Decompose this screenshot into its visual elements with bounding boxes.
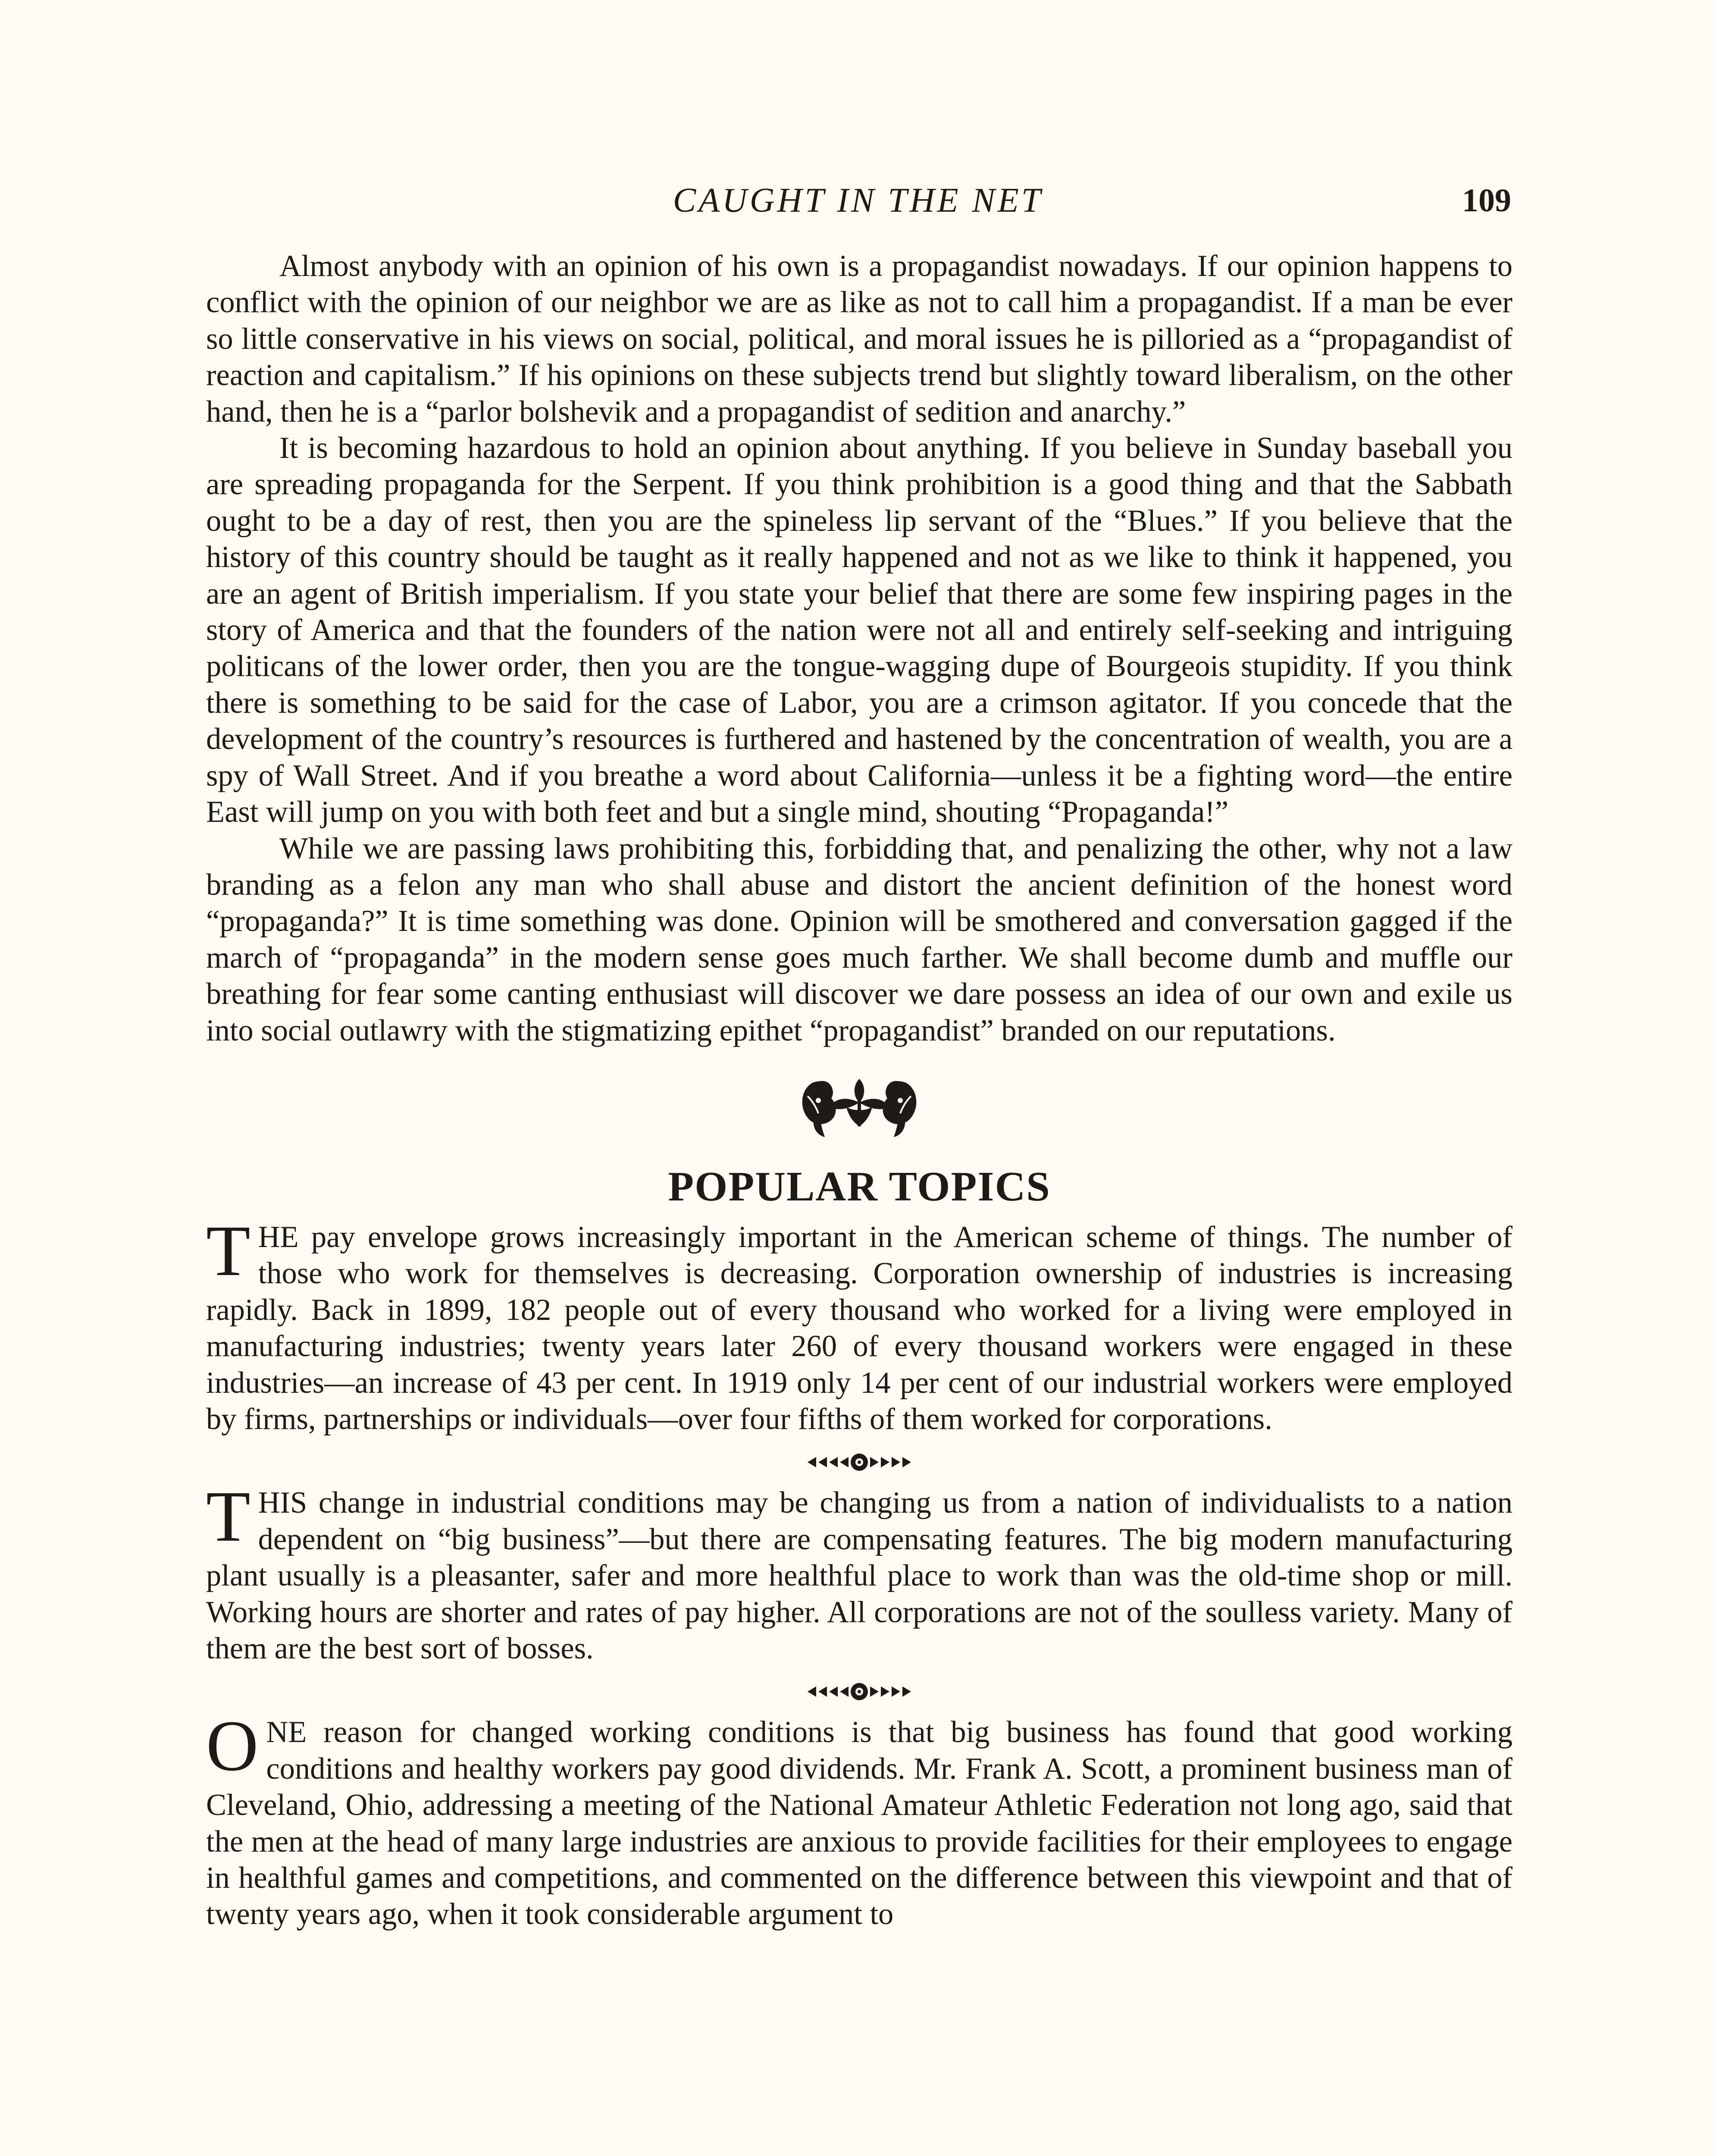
running-title: CAUGHT IN THE NET	[673, 182, 1043, 219]
ornamental-divider-icon	[803, 1679, 915, 1705]
topic-paragraph-3	[206, 1706, 1512, 1932]
article-paragraph-3: While we are passing laws prohibiting this, forbidding that, and penalizing the other, why not a law branding as a felon any man who shall abuse and distort the ancient definition of the honest word “propaganda?” It is time something was done. Opinion will be smothered and conversation gagged if the march of “propaganda” in the modern sense goes much farther. We shall become dumb and muffle our breathing for fear some canting enthusiast will discover we dare possess an idea of our own and exile us into social outlawry with the stigmatizing epithet “propagandist” branded on our reputations.	[206, 831, 1512, 1047]
topic-text: NE reason for changed working conditions is that big business has found that good working conditions and healthy workers pay good dividends. Mr. Frank A. Scott, a prominent business man of Cleveland, Ohio, addressing a meeting of the National Amateur Athletic Federation not long ago, said that the men at the head of many large industries are anxious to provide facilities for their employees to engage in healthful games and competitions, and commented on the difference between this viewpoint and that of twenty years ago, when it took considerable argument to	[206, 1715, 1512, 1931]
section-title: POPULAR TOPICS	[668, 1163, 1051, 1210]
running-head	[205, 177, 1511, 224]
topic-text: HIS change in industrial conditions may be changing us from a nation of individualists to a nation dependent on “big business”—but there are compensating features. The big modern manufacturing plant usually is a pleasanter, safer and more healthful place to work than was the old-time shop or mill. Working hours are shorter and rates of pay higher. All corporations are not of the soulless variety. Many of them are the best sort of bosses.	[206, 1486, 1512, 1665]
topic-text: HE pay envelope grows increasingly important in the American scheme of things. The number of those who work for themselves is decreasing. Corporation ownership of industries is increasing rapidly. Back in 1899, 182 people out of every thousand who worked for a living were employed in manufacturing industries; twenty years later 260 of every thousand workers were engaged in these industries—an increase of 43 per cent. In 1919 only 14 per cent of our industrial workers were employed by firms, partnerships or individuals—over four fifths of them worked for corporations.	[206, 1220, 1512, 1436]
drop-cap-initial: T	[206, 1210, 251, 1291]
article-paragraph-1: Almost anybody with an opinion of his own is a propagandist nowadays. If our opinion happens to conflict with the opinion of our neighbor we are as like as not to call him a propagandist. If a man be ever so little conservative in his views on social, political, and moral issues he is pilloried as a “propagandist of reaction and capitalism.” If his opinions on these subjects trend but slightly toward liberalism, on the other hand, then he is a “parlor bolshevik and a propagandist of sedition and anarchy.”	[206, 249, 1512, 429]
floral-ornament-icon	[795, 1066, 924, 1139]
ornamental-divider-icon	[803, 1449, 915, 1475]
text-column	[206, 248, 1512, 1933]
page-number: 109	[1462, 182, 1511, 219]
topic-paragraph-2	[206, 1476, 1512, 1667]
drop-cap-initial: T	[206, 1476, 251, 1557]
drop-cap-initial: O	[206, 1706, 259, 1786]
topic-paragraph-1	[206, 1210, 1512, 1437]
article-paragraph-2: It is becoming hazardous to hold an opinion about anything. If you believe in Sunday baseball you are spreading propaganda for the Serpent. If you think prohibition is a good thing and that the Sabbath ought to be a day of rest, then you are the spineless lip servant of the “Blues.” If you believe that the history of this country should be taught as it really happened and not as we like to think it happened, you are an agent of British imperialism. If you state your belief that there are some few inspiring pages in the story of America and that the founders of the nation were not all and entirely self-seeking and intriguing politicans of the lower order, then you are the tongue-wagging dupe of Bourgeois stupidity. If you think there is something to be said for the case of Labor, you are a crimson agitator. If you concede that the development of the country’s resources is furthered and hastened by the concentration of wealth, you are a spy of Wall Street. And if you breathe a word about California—unless it be a fighting word—the entire East will jump on you with both feet and but a single mind, shouting “Propaganda!”	[206, 431, 1512, 829]
